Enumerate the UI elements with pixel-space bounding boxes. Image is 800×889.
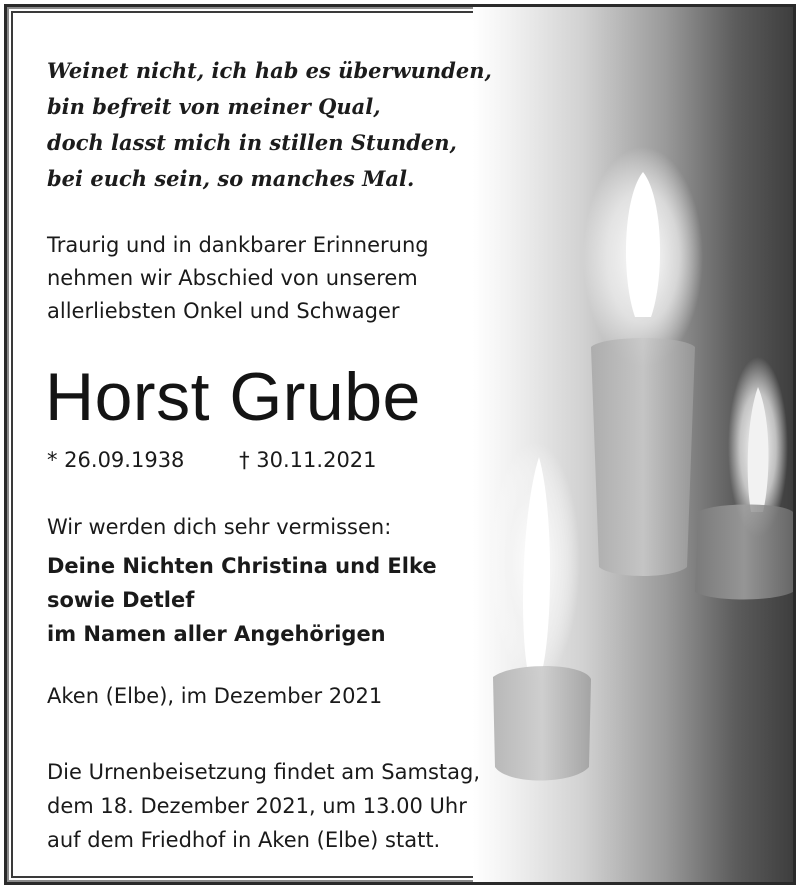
burial-notice [47,755,480,857]
life-dates [47,448,377,472]
verse-line: Weinet nicht, ich hab es überwunden, [47,58,492,83]
notice-line: Die Urnenbeisetzung findet am Samstag, [47,760,481,784]
mourner-line: im Namen aller Angehörigen [47,622,386,646]
notice-line: auf dem Friedhof in Aken (Elbe) statt. [47,828,441,852]
verse-line: bin befreit von meiner Qual, [47,94,381,119]
verse-line: bei euch sein, so manches Mal. [47,166,415,191]
death-date: † 30.11.2021 [239,448,377,472]
verse-line: doch lasst mich in stillen Stunden, [47,130,457,155]
intro-line: allerliebsten Onkel und Schwager [47,299,400,323]
candle-tall [591,338,695,576]
deceased-name: Horst Grube [45,359,421,435]
memorial-verse [47,53,492,197]
mourner-line: sowie Detlef [47,588,195,612]
place-date: Aken (Elbe), im Dezember 2021 [47,684,383,708]
mourner-line: Deine Nichten Christina und Elke [47,554,437,578]
intro-text [47,229,429,328]
candles-photo [473,7,793,882]
notice-line: dem 18. Dezember 2021, um 13.00 Uhr [47,794,467,818]
intro-line: Traurig und in dankbarer Erinnerung [47,233,429,257]
candle-right [695,505,793,600]
candles-illustration [473,7,793,885]
birth-date: * 26.09.1938 [47,448,185,472]
obituary-frame [4,4,796,885]
candle-small [493,666,591,781]
mourners-names [47,549,437,651]
intro-line: nehmen wir Abschied von unserem [47,266,418,290]
mourners-lead: Wir werden dich sehr vermissen: [47,515,392,539]
